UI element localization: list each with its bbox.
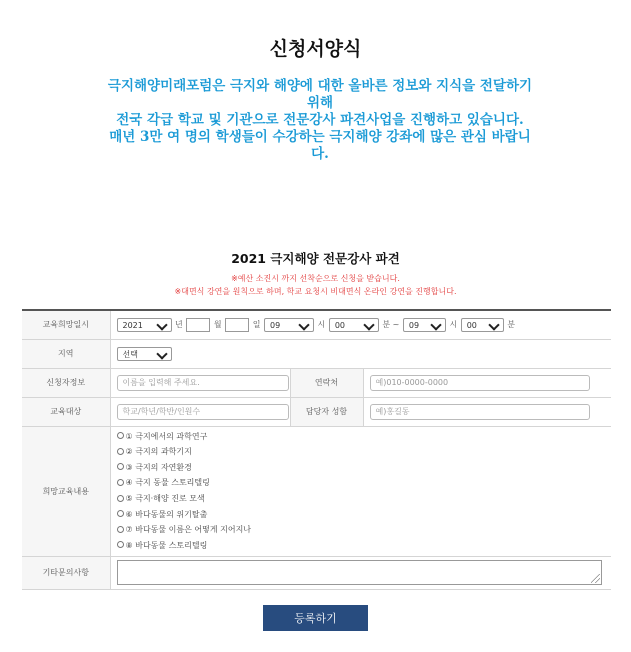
manager-label: 담당자 성함 (290, 397, 363, 426)
date-row (22, 310, 611, 339)
contact-input[interactable]: 예)010-0000-0000 (370, 375, 590, 391)
notice-online: ※대면식 강연을 원칙으로 하며, 학교 요청시 비대면식 온라인 강연을 진행합니다. (174, 287, 457, 296)
target-input[interactable]: 학교/학년/학반/인원수 (117, 404, 289, 420)
region-select[interactable]: 선택 (117, 347, 172, 361)
intro-text (80, 78, 560, 163)
intro-line: 다. (311, 146, 329, 162)
applicant-name-input[interactable]: 이름을 입력해 주세요. (117, 375, 289, 391)
chevron-down-icon (430, 319, 441, 330)
course-option[interactable]: ⑤ 극지·해양 진로 모색 (117, 491, 606, 507)
page-title: 신청서양식 (269, 38, 362, 60)
course-options (110, 426, 611, 556)
radio-icon (117, 526, 124, 533)
course-option[interactable]: ④ 극지 동물 스토리텔링 (117, 475, 606, 491)
target-label: 교육대상 (22, 397, 110, 426)
intro-line: 극지해양미래포럼은 극지와 해양에 대한 올바른 정보와 지식을 전달하기 (107, 78, 533, 94)
chevron-down-icon (488, 319, 499, 330)
day-input[interactable] (225, 318, 249, 332)
radio-icon (117, 510, 124, 517)
chevron-down-icon (156, 319, 167, 330)
course-option[interactable]: ① 극지에서의 과학연구 (117, 429, 606, 445)
radio-icon (117, 495, 124, 502)
chevron-down-icon (298, 319, 309, 330)
etc-label: 기타문의사항 (22, 556, 110, 589)
manager-input[interactable]: 예)홍길동 (370, 404, 590, 420)
inquiry-textarea[interactable] (117, 560, 602, 585)
intro-line: 매년 3만 여 명의 학생들이 수강하는 극지해양 강좌에 많은 관심 바랍니 (109, 129, 531, 145)
intro-line: 전국 각급 학교 및 기관으로 전문강사 파견사업을 진행하고 있습니다. (116, 112, 524, 128)
target-row (22, 397, 611, 426)
course-option[interactable]: ③ 극지의 자연환경 (117, 460, 606, 476)
notice-first-come: ※예산 소진시 까지 선착순으로 신청을 받습니다. (231, 274, 400, 283)
etc-cell (110, 556, 611, 589)
intro-line: 위해 (306, 95, 334, 111)
course-option[interactable]: ② 극지의 과학기지 (117, 444, 606, 460)
applicant-row (22, 368, 611, 397)
contact-cell (363, 368, 611, 397)
applicant-label: 신청자정보 (22, 368, 110, 397)
form-title: 2021 극지해양 전문강사 파견 (231, 251, 400, 266)
course-option[interactable]: ⑥ 바다동물의 위기탈출 (117, 507, 606, 523)
course-option[interactable]: ⑧ 바다동물 스토리텔링 (117, 538, 606, 554)
end-hour-select[interactable]: 09 (403, 318, 446, 332)
applicant-name-cell (110, 368, 290, 397)
course-option[interactable]: ⑦ 바다동물 이름은 어떻게 지어지나 (117, 522, 606, 538)
year-select[interactable]: 2021 (117, 318, 172, 332)
start-minute-select[interactable]: 00 (329, 318, 379, 332)
date-label: 교육희망일시 (22, 310, 110, 339)
month-input[interactable] (186, 318, 210, 332)
region-field (110, 339, 611, 368)
start-hour-select[interactable]: 09 (264, 318, 314, 332)
radio-icon (117, 463, 124, 470)
resize-grip-icon[interactable] (591, 574, 600, 583)
radio-icon (117, 432, 124, 439)
target-cell (110, 397, 290, 426)
region-row (22, 339, 611, 368)
radio-icon (117, 541, 124, 548)
manager-cell (363, 397, 611, 426)
date-fields: 2021 년 월 일 09 시 00 분 ~ 09 시 00 분 (110, 310, 611, 339)
radio-icon (117, 479, 124, 486)
course-row (22, 426, 611, 556)
region-label: 지역 (22, 339, 110, 368)
application-form (22, 309, 611, 590)
end-minute-select[interactable]: 00 (461, 318, 504, 332)
chevron-down-icon (363, 319, 374, 330)
contact-label: 연락처 (290, 368, 363, 397)
etc-row (22, 556, 611, 589)
register-button[interactable]: 등록하기 (263, 605, 368, 631)
chevron-down-icon (156, 348, 167, 359)
course-label: 희망교육내용 (22, 426, 110, 556)
radio-icon (117, 448, 124, 455)
